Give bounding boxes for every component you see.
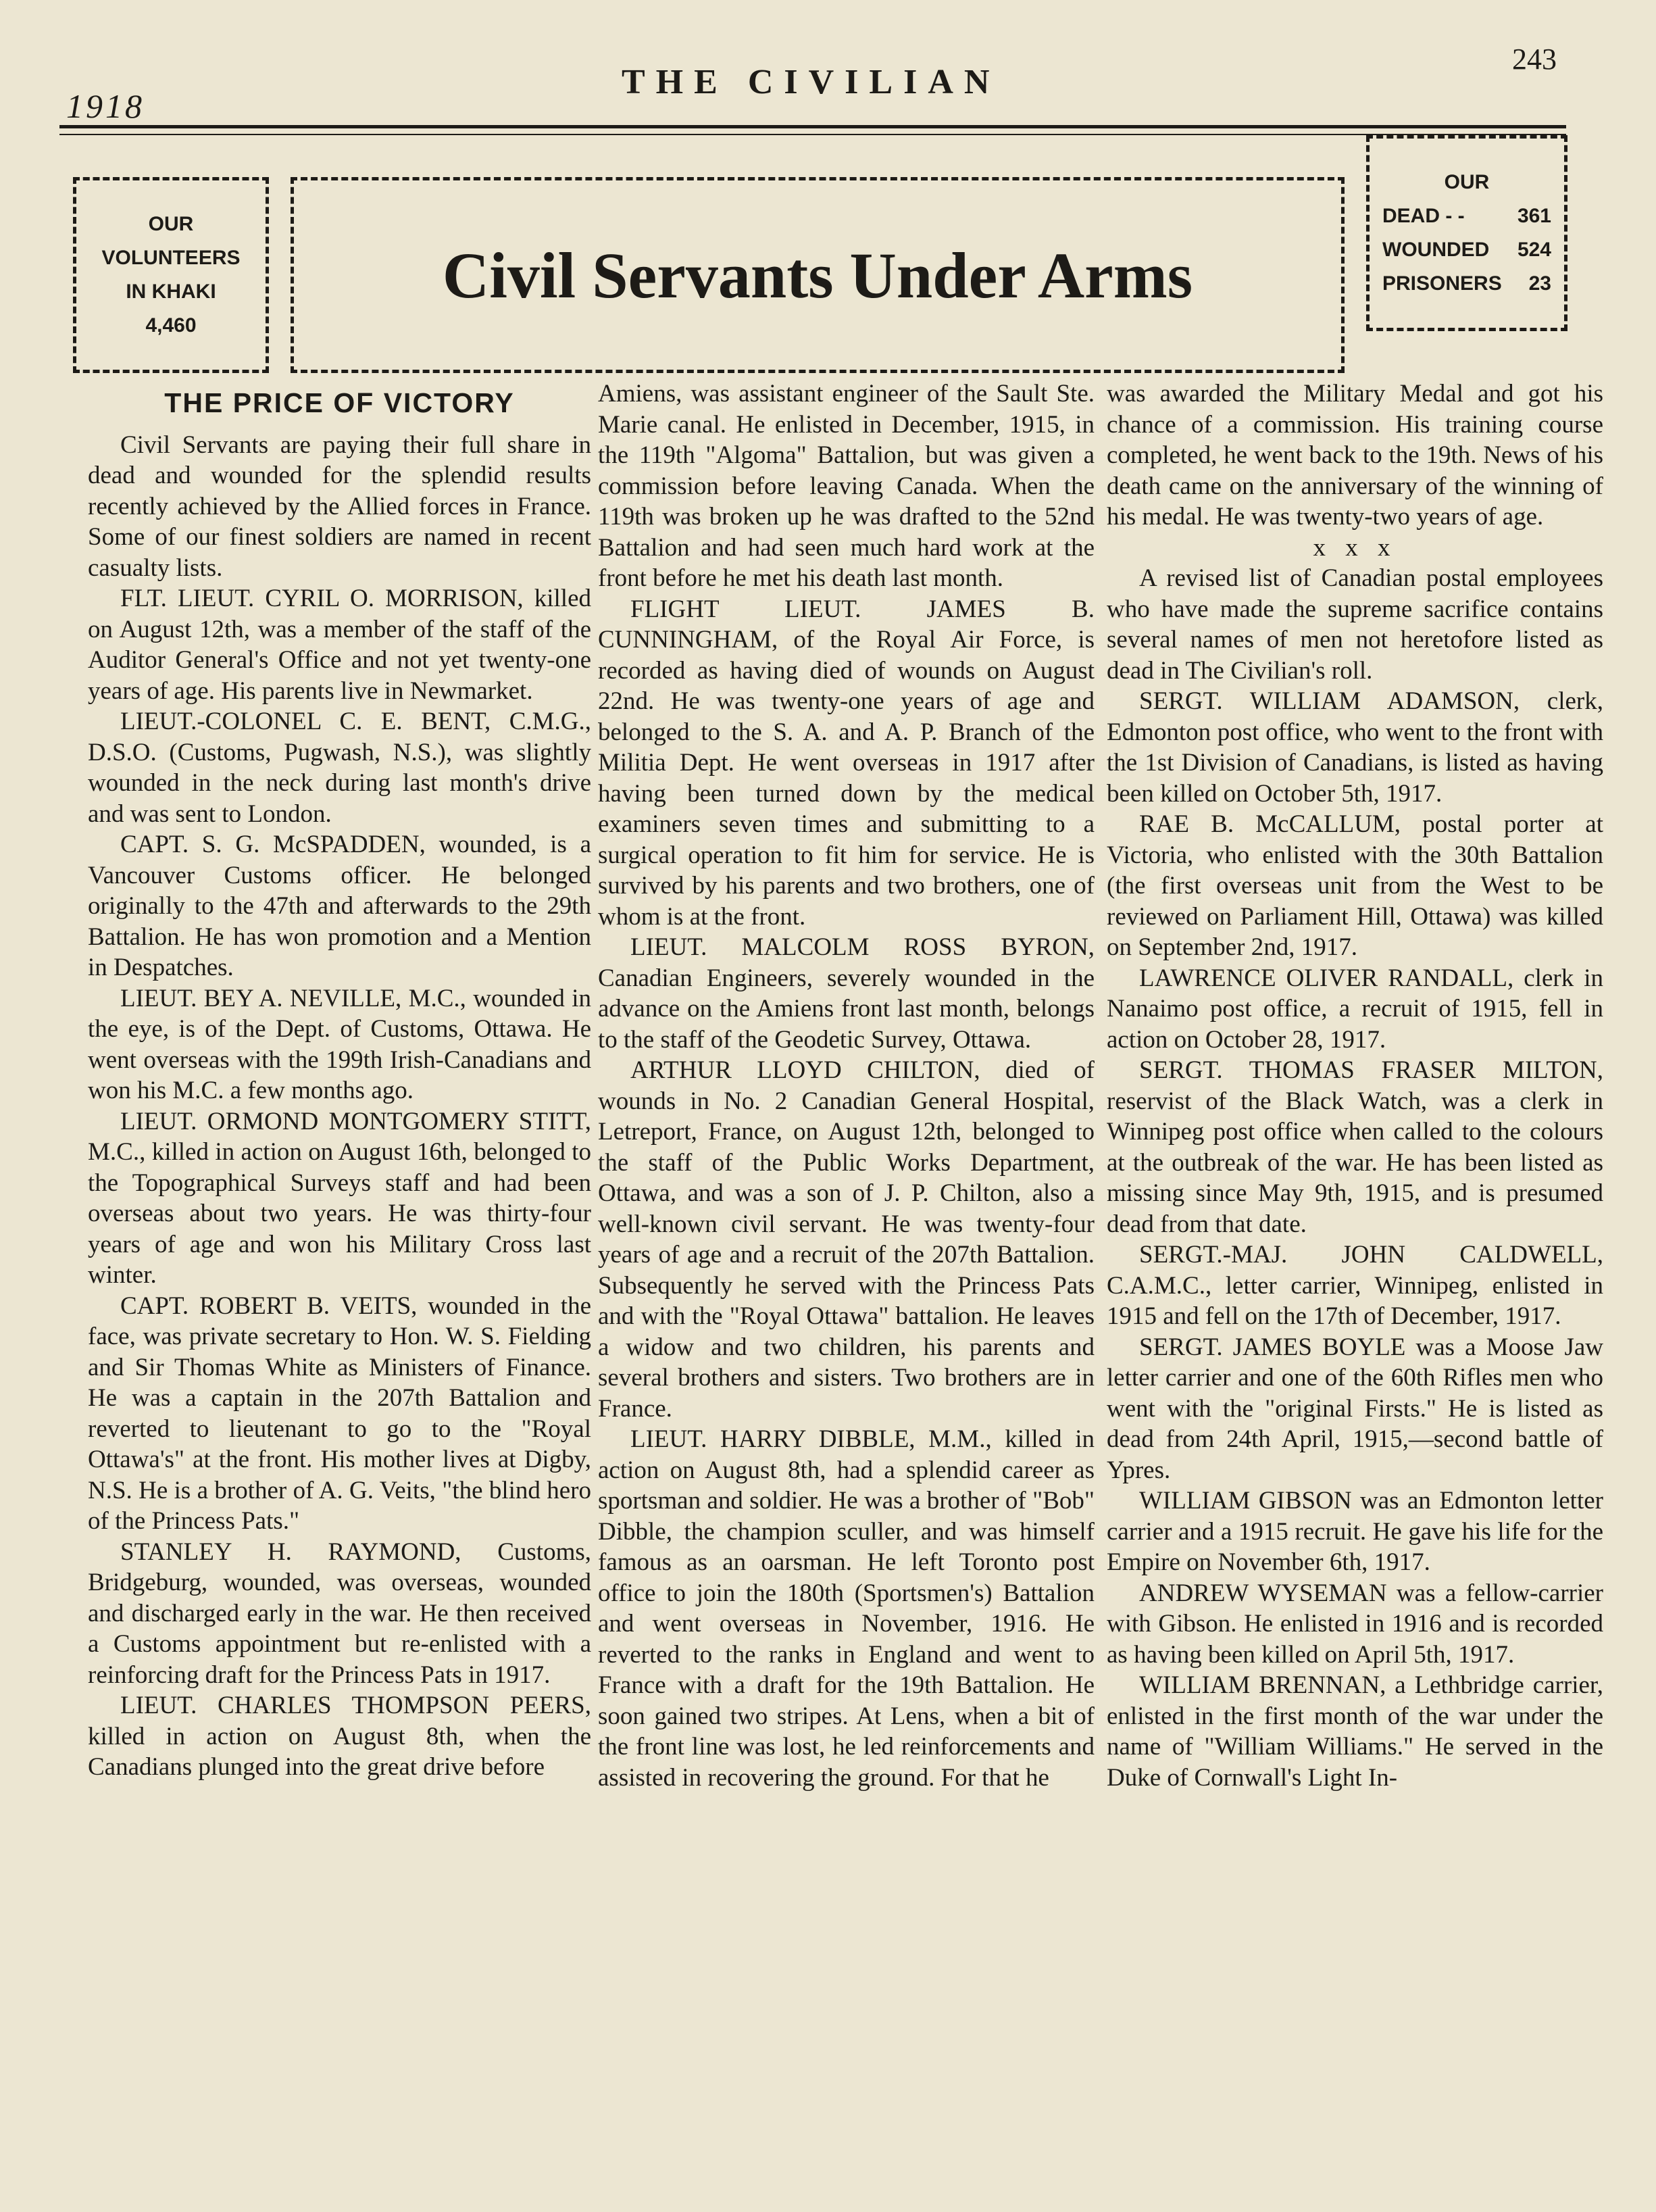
dead-stat	[1382, 199, 1551, 233]
header-rule-thick	[59, 125, 1566, 128]
paragraph: ANDREW WYSEMAN was a fellow-carrier with Gibson. He enlisted in 1916 and is recorded as having been killed on April 5th, 1917.	[1107, 1579, 1603, 1669]
casualties-heading: OUR	[1444, 171, 1490, 193]
header-rule-thin	[59, 134, 1566, 135]
paragraph: SERGT.-MAJ. JOHN CALDWELL, C.A.M.C., letter carrier, Winnipeg, enlisted in 1915 and fell on the 17th of December, 1917.	[1107, 1241, 1603, 1330]
paragraph: FLIGHT LIEUT. JAMES B. CUNNINGHAM, of the Royal Air Force, is recorded as having died of wounds on August 22nd. He was twenty-one years of age and belonged to the S. A. and A. P. Branch of the Militia Dept. He went overseas in 1917 after having been turned down by the medical examiners seven times and submitting to a surgical operation to fit him for service. He is survived by his parents and two brothers, one of whom is at the front.	[598, 595, 1095, 931]
paragraph: CAPT. ROBERT B. VEITS, wounded in the face, was private secretary to Hon. W. S. Fielding and Sir Thomas White as Ministers of Finance. He was a captain in the 207th Battalion and reverted to lieutenant to go to the "Royal Ottawa's" at the front. His mother lives at Digby, N.S. He is a brother of A. G. Veits, "the blind hero of the Princess Pats."	[88, 1292, 591, 1535]
section-break: x x x	[1313, 533, 1397, 562]
article-column-3	[1107, 378, 1603, 1793]
prisoners-stat	[1382, 267, 1551, 301]
paragraph: LIEUT. ORMOND MONTGOMERY STITT, M.C., killed in action on August 16th, belonged to the Topographical Surveys staff and had been overseas about two years. He was thirty-four years of age and won his Military Cross last winter.	[88, 1107, 591, 1289]
paragraph: WILLIAM GIBSON was an Edmonton letter carrier and a 1915 recruit. He gave his life for the Empire on November 6th, 1917.	[1107, 1487, 1603, 1576]
paragraph: LAWRENCE OLIVER RANDALL, clerk in Nanaimo post office, a recruit of 1915, fell in action on October 28, 1917.	[1107, 964, 1603, 1054]
page-year: 1918	[66, 87, 145, 125]
masthead-title-box	[291, 177, 1345, 373]
paragraph: RAE B. McCALLUM, postal porter at Victoria, who enlisted with the 30th Battalion (the first overseas unit from the West to be reviewed on Parliament Hill, Ottawa) was killed on September 2nd, 1917.	[1107, 810, 1603, 961]
wounded-value: 524	[1517, 239, 1551, 261]
paragraph: SERGT. THOMAS FRASER MILTON, reservist of the Black Watch, was a clerk in Winnipeg post office when called to the colours at the outbreak of the war. He has been listed as missing since May 9th, 1915, and is presumed dead from that date.	[1107, 1056, 1603, 1238]
volunteers-line3: IN KHAKI	[126, 280, 216, 303]
paragraph: LIEUT. MALCOLM ROSS BYRON, Canadian Engineers, severely wounded in the advance on the Amiens front last month, belongs to the staff of the Geodetic Survey, Ottawa.	[598, 933, 1095, 1054]
paragraph: LIEUT. BEY A. NEVILLE, M.C., wounded in the eye, is of the Dept. of Customs, Ottawa. He went overseas with the 199th Irish-Canadians and won his M.C. a few months ago.	[88, 984, 591, 1104]
paragraph: Amiens, was assistant engineer of the Sault Ste. Marie canal. He enlisted in December, 1915, in the 119th "Algoma" Battalion, but was given a commission before leaving Canada. When the 119th was broken up he was drafted to the 52nd Battalion and had seen much hard work at the front before he met his death last month.	[598, 380, 1095, 592]
prisoners-label: PRISONERS	[1382, 272, 1502, 295]
paragraph: Civil Servants are paying their full share in dead and wounded for the splendid results recently achieved by the Allied forces in France. Some of our finest soldiers are named in recent casualty lists.	[88, 431, 591, 582]
volunteers-line1: OUR	[148, 213, 194, 235]
dead-label: DEAD - -	[1382, 205, 1465, 227]
article-column-1	[88, 378, 591, 1783]
prisoners-value: 23	[1528, 272, 1551, 295]
paragraph: was awarded the Military Medal and got his chance of a commission. His training course completed, he went back to the 19th. News of his death came on the anniversary of the winning of his medal. He was twenty-two years of age.	[1107, 380, 1603, 531]
casualties-box	[1366, 135, 1567, 331]
volunteers-box	[73, 177, 269, 373]
paragraph: LIEUT. CHARLES THOMPSON PEERS, killed in action on August 8th, when the Canadians plunged into the great drive before	[88, 1692, 591, 1781]
dead-value: 361	[1517, 205, 1551, 227]
paragraph: LIEUT. HARRY DIBBLE, M.M., killed in action on August 8th, had a splendid career as sportsman and soldier. He was a brother of "Bob" Dibble, the champion sculler, and was himself famous as an oarsman. He left Toronto post office to join the 180th (Sportsmen's) Battalion and went overseas in November, 1916. He reverted to the ranks in England and went to France with a draft for the 19th Battalion. He soon gained two stripes. At Lens, when a bit of the front line was lost, he led reinforcements and assisted in recovering the ground. For that he	[598, 1425, 1095, 1792]
paragraph: WILLIAM BRENNAN, a Lethbridge carrier, enlisted in the first month of the war under the name of "William Williams." He served in the Duke of Cornwall's Light In-	[1107, 1671, 1603, 1792]
publication-title: THE CIVILIAN	[622, 63, 1001, 101]
paragraph: SERGT. WILLIAM ADAMSON, clerk, Edmonton post office, who went to the front with the 1st Division of Canadians, is listed as having been killed on October 5th, 1917.	[1107, 687, 1603, 808]
wounded-stat	[1382, 233, 1551, 267]
volunteers-count: 4,460	[145, 314, 197, 337]
article-heading: THE PRICE OF VICTORY	[164, 387, 515, 418]
paragraph: LIEUT.-COLONEL C. E. BENT, C.M.G., D.S.O. (Customs, Pugwash, N.S.), was slightly wounded in the neck during last month's drive and was sent to London.	[88, 708, 591, 828]
paragraph: ARTHUR LLOYD CHILTON, died of wounds in No. 2 Canadian General Hospital, Letreport, France, on August 12th, belonged to the staff of the Public Works Department, Ottawa, and was a son of J. P. Chilton, also a well-known civil servant. He was twenty-four years of age and a recruit of the 207th Battalion. Subsequently he served with the Princess Pats and with the "Royal Ottawa" battalion. He leaves a widow and two children, his parents and several brothers and sisters. Two brothers are in France.	[598, 1056, 1095, 1423]
article-column-2	[598, 378, 1095, 1793]
page-number: 243	[1512, 43, 1557, 76]
paragraph: FLT. LIEUT. CYRIL O. MORRISON, killed on August 12th, was a member of the staff of the Auditor General's Office and not yet twenty-one years of age. His parents live in Newmarket.	[88, 585, 591, 705]
paragraph: SERGT. JAMES BOYLE was a Moose Jaw letter carrier and one of the 60th Rifles men who went with the "original Firsts." He is listed as dead from 24th April, 1915,—second battle of Ypres.	[1107, 1333, 1603, 1484]
paragraph: CAPT. S. G. McSPADDEN, wounded, is a Vancouver Customs officer. He belonged originally to the 47th and afterwards to the 29th Battalion. He has won promotion and a Mention in Despatches.	[88, 831, 591, 981]
paragraph: STANLEY H. RAYMOND, Customs, Bridgeburg, wounded, was overseas, wounded and discharged early in the war. He then received a Customs appointment but re-enlisted with a reinforcing draft for the Princess Pats in 1917.	[88, 1538, 591, 1689]
masthead-title: Civil Servants Under Arms	[442, 239, 1193, 312]
wounded-label: WOUNDED	[1382, 239, 1490, 261]
volunteers-line2: VOLUNTEERS	[101, 247, 241, 269]
paragraph: A revised list of Canadian postal employees who have made the supreme sacrifice contains several names of men not heretofore listed as dead in The Civilian's roll.	[1107, 564, 1603, 685]
